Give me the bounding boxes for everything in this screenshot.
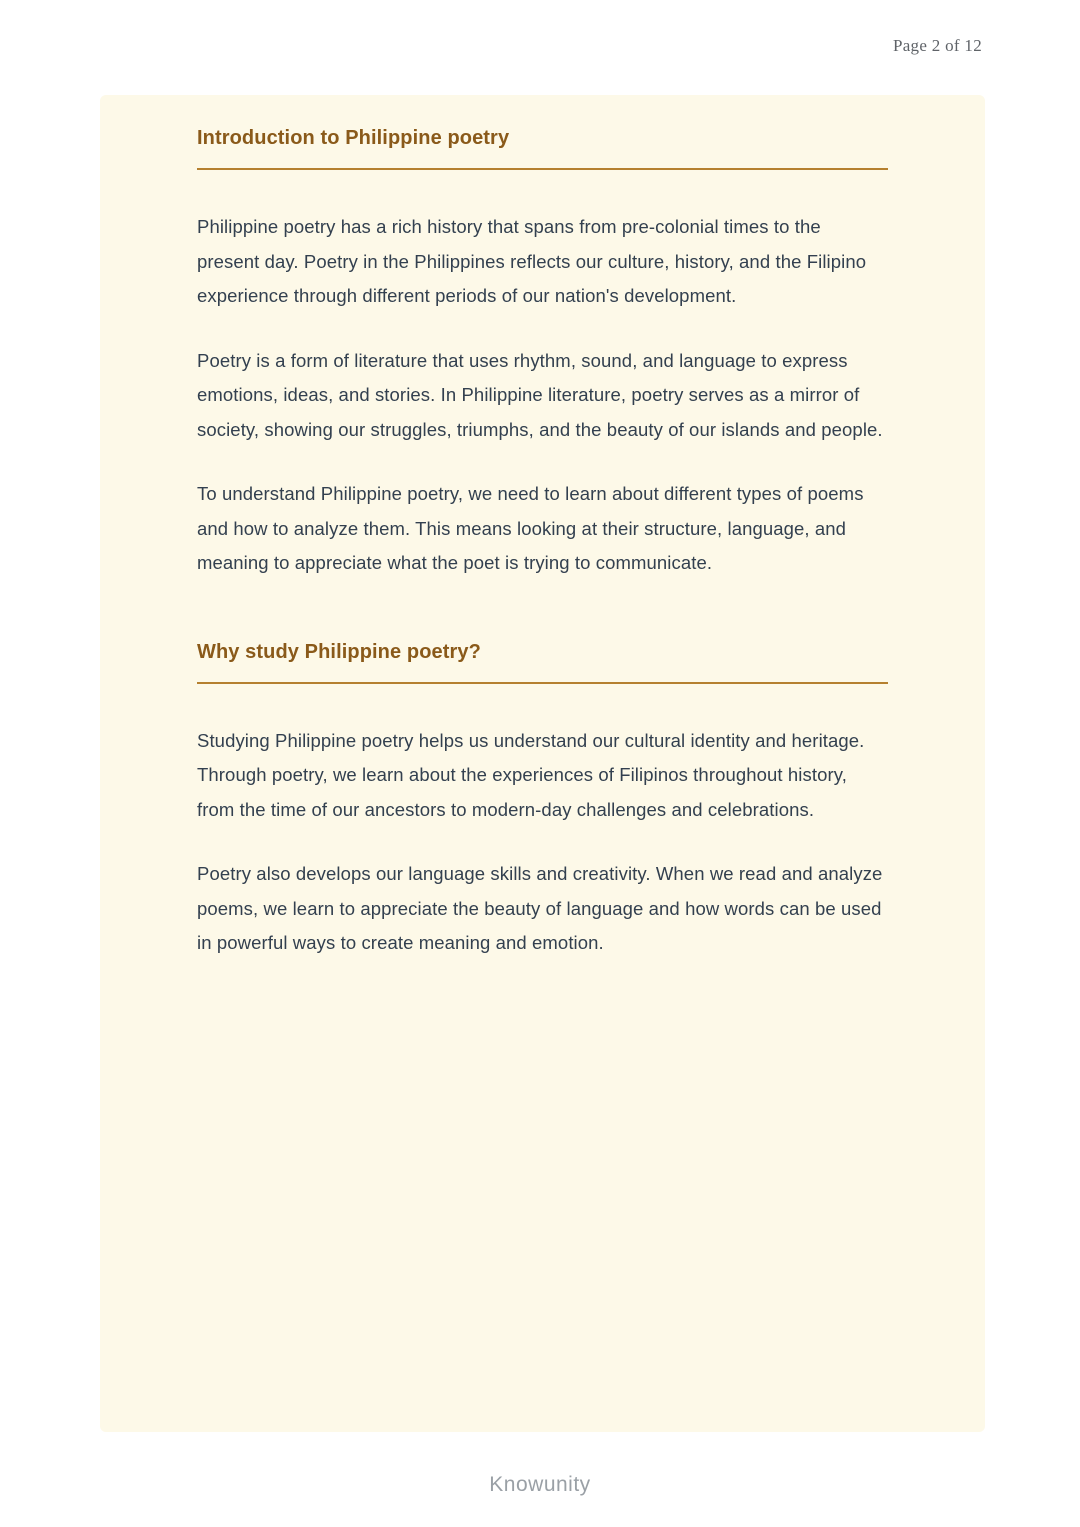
paragraph: To understand Philippine poetry, we need to learn about different types of poems and how to analyze them. This means looking at their structure, language, and meaning to appreciate what the poet is trying to communicate. (197, 483, 864, 573)
paragraph: Studying Philippine poetry helps us understand our cultural identity and heritage. Through poetry, we learn about the experiences of Filipinos throughout history, from the time of our ancestors to modern-day challenges and celebrations. (197, 729, 865, 820)
section-heading-introduction: Introduction to Philippine poetry (197, 127, 510, 149)
document-content-card (100, 95, 985, 1432)
heading-rule (197, 682, 888, 684)
paragraph: Poetry is a form of literature that uses rhythm, sound, and language to express emotions, ideas, and stories. In Philippine literature, poetry serves as a mirror of society, showing our struggles, triumphs, and the beauty of our islands and people. (197, 349, 883, 440)
footer-brand: Knowunity (489, 1473, 591, 1496)
section-heading-why-study: Why study Philippine poetry? (197, 640, 481, 663)
page-indicator: Page 2 of 12 (892, 36, 982, 55)
paragraph: Poetry also develops our language skills and creativity. When we read and analyze poems, we learn to appreciate the beauty of language and how words can be used in powerful ways to create meaning and emotion. (197, 863, 883, 953)
paragraph: Philippine poetry has a rich history that spans from pre-colonial times to the present day. Poetry in the Philippines reflects our culture, history, and the Filipino experience through different periods of our nation's development. (197, 216, 867, 306)
heading-rule (197, 168, 888, 170)
